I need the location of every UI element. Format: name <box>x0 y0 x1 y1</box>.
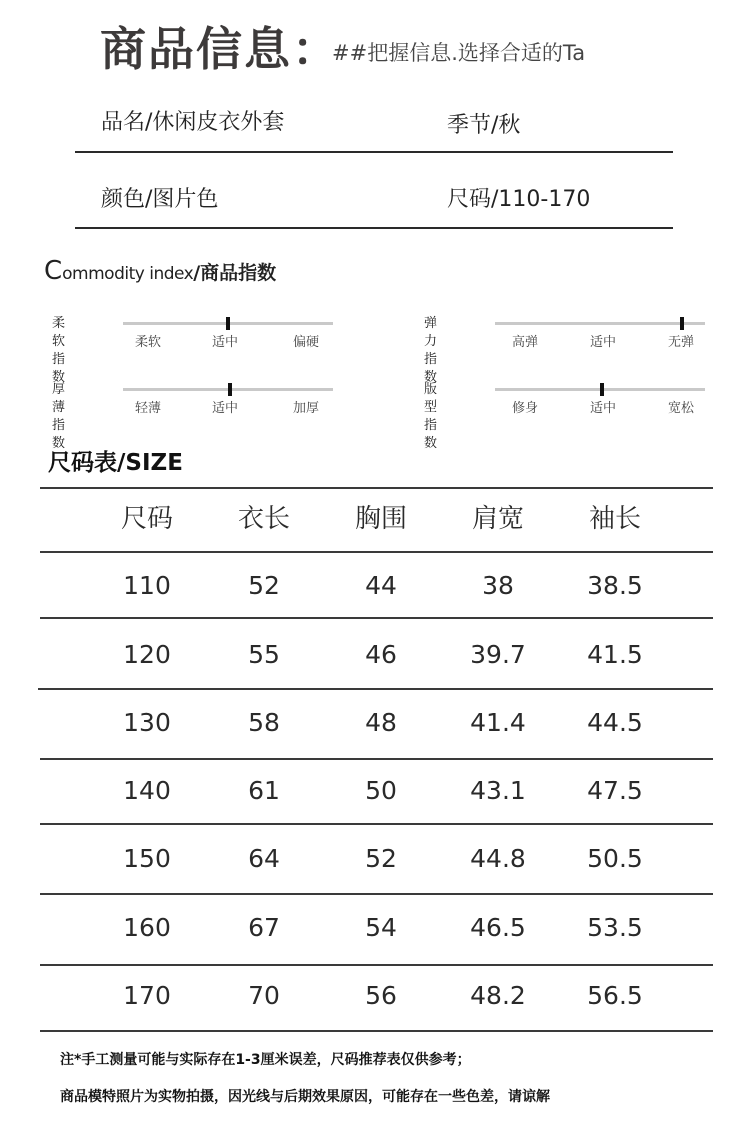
table-rule <box>38 688 713 690</box>
info-divider-1 <box>75 151 673 153</box>
table-cell: 58 <box>248 708 280 737</box>
table-cell: 38 <box>482 571 514 600</box>
index-option: 修身 <box>511 401 538 416</box>
page-title: 商品信息： <box>100 22 340 76</box>
table-cell: 46 <box>365 640 397 669</box>
size-table-title: 尺码表/SIZE <box>48 450 183 476</box>
product-color: 颜色/图片色 <box>101 187 219 212</box>
table-cell: 52 <box>248 571 280 600</box>
table-cell: 41.4 <box>470 708 526 737</box>
table-cell: 54 <box>365 913 397 942</box>
table-cell: 38.5 <box>587 571 643 600</box>
table-rule <box>40 1030 713 1032</box>
index-label: 版型指数 <box>424 382 438 451</box>
index-marker <box>600 383 604 396</box>
table-cell: 52 <box>365 844 397 873</box>
product-size-range: 尺码/110-170 <box>447 187 591 212</box>
table-cell: 44.8 <box>470 844 526 873</box>
table-rule <box>40 487 713 489</box>
table-header-cell: 胸围 <box>354 504 407 534</box>
table-cell: 50 <box>365 776 397 805</box>
measurement-note: 注*手工测量可能与实际存在1-3厘米误差，尺码推荐表仅供参考； <box>60 1052 471 1068</box>
table-cell: 150 <box>123 844 171 873</box>
table-cell: 67 <box>248 913 280 942</box>
table-cell: 41.5 <box>587 640 643 669</box>
index-option: 高弹 <box>511 335 538 350</box>
index-label: 厚薄指数 <box>52 382 66 451</box>
table-rule <box>40 823 713 825</box>
table-cell: 55 <box>248 640 280 669</box>
table-cell: 130 <box>123 708 171 737</box>
index-option: 适中 <box>589 335 616 350</box>
table-cell: 47.5 <box>587 776 643 805</box>
table-cell: 64 <box>248 844 280 873</box>
commodity-index-title-zh: /商品指数 <box>193 262 277 284</box>
info-divider-2 <box>75 227 673 229</box>
index-option: 加厚 <box>292 401 319 416</box>
index-label: 弹力指数 <box>424 316 438 385</box>
page-subtitle: ##把握信息.选择合适的Ta <box>332 41 586 65</box>
index-option: 适中 <box>589 401 616 416</box>
table-cell: 120 <box>123 640 171 669</box>
table-cell: 44.5 <box>587 708 643 737</box>
index-track <box>495 322 705 325</box>
index-option: 无弹 <box>667 335 694 350</box>
table-cell: 53.5 <box>587 913 643 942</box>
table-rule <box>40 551 713 553</box>
index-option: 柔软 <box>134 335 161 350</box>
table-cell: 70 <box>248 981 280 1010</box>
table-cell: 160 <box>123 913 171 942</box>
color-note: 商品模特照片为实物拍摄，因光线与后期效果原因，可能存在一些色差，请谅解 <box>60 1089 550 1105</box>
index-marker <box>228 383 232 396</box>
index-label: 柔软指数 <box>52 316 66 385</box>
table-cell: 170 <box>123 981 171 1010</box>
table-cell: 110 <box>123 571 171 600</box>
table-cell: 39.7 <box>470 640 526 669</box>
commodity-index-title <box>44 255 276 290</box>
table-cell: 56.5 <box>587 981 643 1010</box>
product-name: 品名/休闲皮衣外套 <box>101 110 285 135</box>
index-option: 轻薄 <box>134 401 161 416</box>
table-rule <box>40 617 713 619</box>
table-cell: 56 <box>365 981 397 1010</box>
table-cell: 43.1 <box>470 776 526 805</box>
table-header-cell: 尺码 <box>120 504 173 534</box>
table-cell: 46.5 <box>470 913 526 942</box>
index-option: 偏硬 <box>292 335 319 350</box>
table-cell: 48 <box>365 708 397 737</box>
table-header-cell: 衣长 <box>237 504 290 534</box>
table-header-cell: 袖长 <box>588 504 641 534</box>
index-marker <box>680 317 684 330</box>
commodity-index-title-c: C <box>44 256 63 286</box>
index-option: 宽松 <box>667 401 694 416</box>
product-season: 季节/秋 <box>447 113 521 138</box>
table-cell: 48.2 <box>470 981 526 1010</box>
index-option: 适中 <box>211 401 238 416</box>
index-option: 适中 <box>211 335 238 350</box>
table-header-cell: 肩宽 <box>471 504 524 534</box>
table-cell: 140 <box>123 776 171 805</box>
table-rule <box>40 758 713 760</box>
table-cell: 50.5 <box>587 844 643 873</box>
table-rule <box>40 964 713 966</box>
table-cell: 61 <box>248 776 280 805</box>
table-rule <box>40 893 713 895</box>
table-cell: 44 <box>365 571 397 600</box>
index-marker <box>226 317 230 330</box>
commodity-index-title-en: ommodity index <box>62 264 194 284</box>
